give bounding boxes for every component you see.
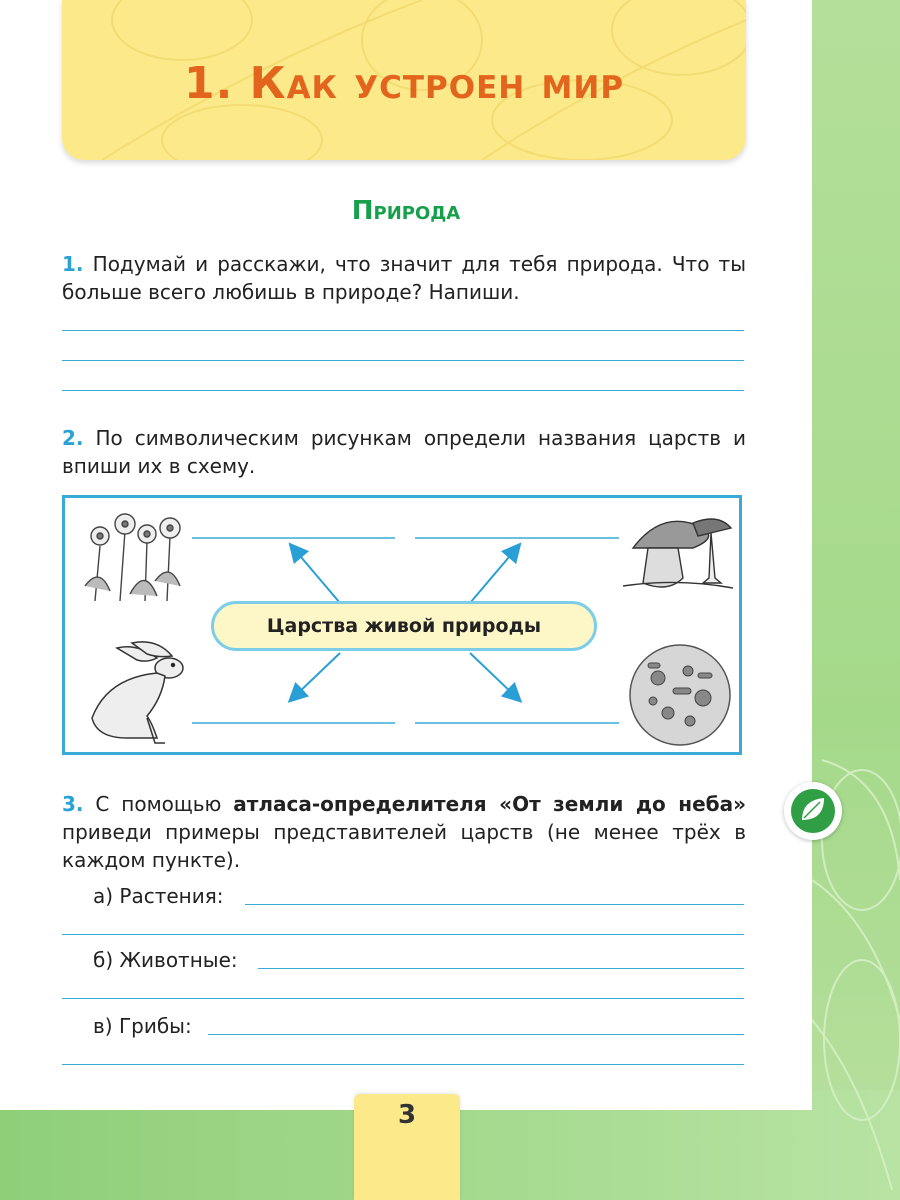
item-animals-label: б) Животные: [93, 948, 238, 972]
answer-line-fungi[interactable] [62, 1064, 744, 1065]
answer-line[interactable] [62, 330, 744, 331]
item-fungi-label: в) Грибы: [93, 1014, 192, 1038]
page-number: 3 [397, 1100, 417, 1130]
answer-line-fungi[interactable] [208, 1034, 744, 1035]
leaf-icon [784, 782, 842, 840]
task-3 [62, 790, 746, 874]
task-3-number: 3. [62, 792, 84, 816]
item-plants-label: а) Растения: [93, 884, 224, 908]
flowers-image [75, 506, 185, 601]
chapter-title: 1. Как устроен мир [183, 58, 625, 109]
answer-line[interactable] [62, 360, 744, 361]
scheme-center-label: Царства живой природы [211, 601, 597, 651]
answer-line[interactable] [62, 390, 744, 391]
hare-image [77, 638, 192, 748]
task-3-bold-text: атласа-определителя «От земли до неба» [233, 792, 747, 816]
atlas-badge [784, 782, 842, 840]
section-title: Природа [351, 196, 461, 226]
task-1-number: 1. [62, 252, 84, 276]
task-3-text-after: приведи примеры представителей царств (не менее трёх в каждом пункте). [62, 820, 746, 872]
task-2 [62, 424, 746, 480]
bacteria-image [628, 643, 732, 747]
kingdoms-scheme [62, 495, 742, 755]
answer-line-plants[interactable] [245, 904, 744, 905]
answer-line-animals[interactable] [62, 998, 744, 999]
answer-line-animals[interactable] [258, 968, 744, 969]
task-2-number: 2. [62, 426, 84, 450]
answer-line-plants[interactable] [62, 934, 744, 935]
task-1-text: Подумай и расскажи, что значит для тебя природа. Что ты больше всего любишь в природе? Напиши. [62, 252, 747, 304]
task-3-text-before: С помощью [95, 792, 222, 816]
page-number-tab [354, 1094, 460, 1200]
task-1 [62, 250, 746, 306]
mushroom-image [623, 508, 733, 593]
task-2-text: По символическим рисункам определи названия царств и впиши их в схему. [62, 426, 747, 478]
chapter-header [62, 0, 746, 160]
